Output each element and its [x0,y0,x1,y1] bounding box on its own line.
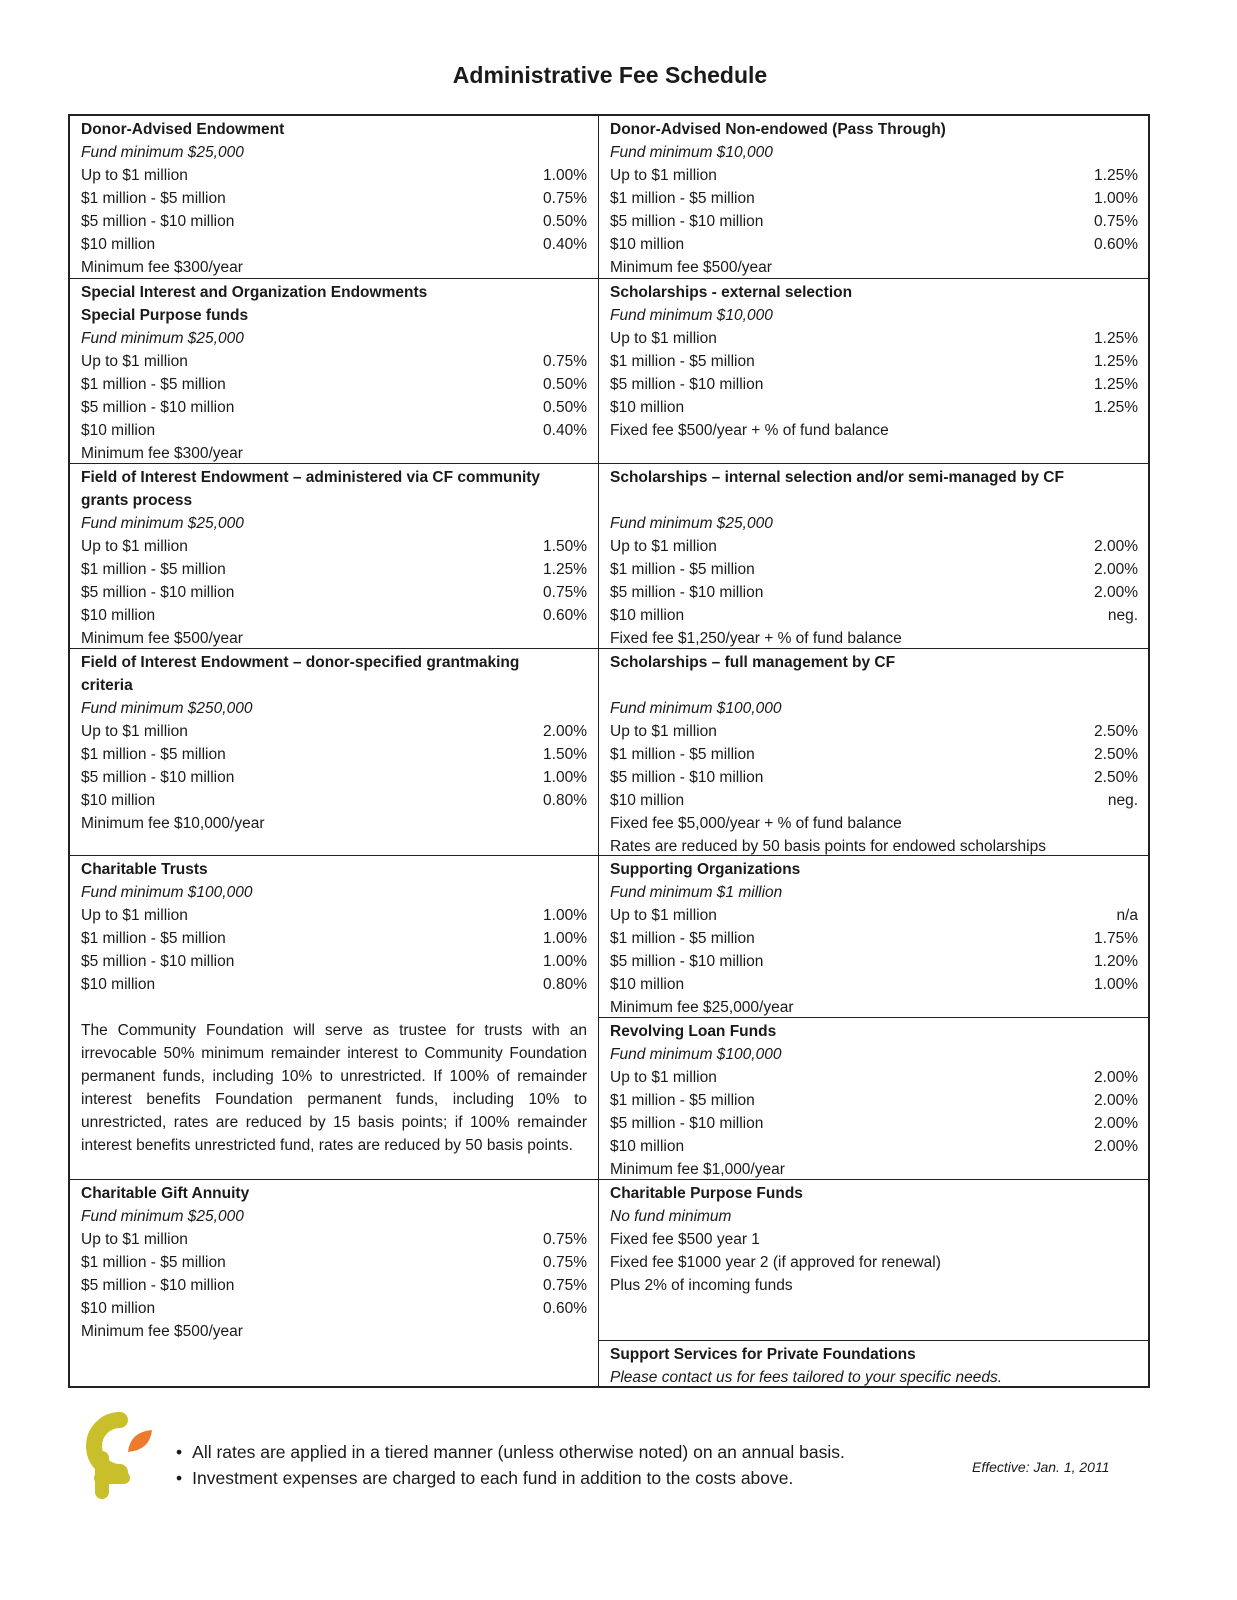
fee-section [70,1179,599,1388]
tier-range: $10 million [610,399,685,416]
tier-rate: 0.75% [543,584,587,601]
fund-minimum: Fund minimum $10,000 [610,144,773,161]
tier-rate: neg. [1107,607,1138,624]
section-note: Plus 2% of incoming funds [610,1277,793,1294]
tier-range: $10 million [81,792,156,809]
tier-rate: 2.00% [1094,584,1138,601]
tier-row [610,396,1138,419]
tier-range: $10 million [81,422,156,439]
tier-range: $1 million - $5 million [610,561,755,578]
tier-rate: neg. [1107,792,1138,809]
tier-row [610,927,1138,950]
tier-range: $5 million - $10 million [610,213,764,230]
tier-row [81,743,587,766]
tier-rate: 1.00% [543,769,587,786]
tier-rate: 2.00% [1094,1138,1138,1155]
section-title: Donor-Advised Endowment [81,121,285,138]
tier-rate: 0.75% [543,1254,587,1271]
tier-rate: 2.50% [1094,769,1138,786]
tier-range: $1 million - $5 million [81,561,226,578]
tier-row [610,904,1138,927]
tier-row [610,233,1138,256]
tier-rate: 0.50% [543,399,587,416]
footer-bullet: • All rates are applied in a tiered manner (unless otherwise noted) on an annual basis. [176,1439,845,1465]
tier-range: Up to $1 million [81,1231,188,1248]
tier-range: $10 million [81,236,156,253]
tier-range: $5 million - $10 million [81,399,235,416]
fee-section [599,648,1150,855]
tier-range: Up to $1 million [610,167,717,184]
tier-row [81,210,587,233]
tier-row [610,350,1138,373]
tier-row [81,581,587,604]
tier-range: Up to $1 million [610,1069,717,1086]
effective-date: Effective: Jan. 1, 2011 [972,1459,1110,1475]
section-title: criteria [81,677,133,694]
tier-rate: 2.00% [1094,1069,1138,1086]
tier-range: $1 million - $5 million [610,1092,755,1109]
section-title: Field of Interest Endowment – donor-specified grantmaking [81,654,520,671]
tier-range: Up to $1 million [610,538,717,555]
tier-rate: 0.80% [543,792,587,809]
fund-minimum: Fund minimum $250,000 [81,700,253,717]
tier-row [610,558,1138,581]
tier-row [81,1228,587,1251]
tier-row [610,187,1138,210]
tier-row [81,535,587,558]
tier-rate: 0.75% [543,1231,587,1248]
section-title: Special Purpose funds [81,307,249,324]
fee-table [68,114,1150,1388]
section-title [610,674,1138,697]
tier-row [610,373,1138,396]
tier-rate: 2.00% [1094,561,1138,578]
tier-range: $5 million - $10 million [610,584,764,601]
tier-row [81,233,587,256]
fund-minimum: Fund minimum $10,000 [610,307,773,324]
section-note: Rates are reduced by 50 basis points for endowed scholarships [610,838,1046,855]
tier-range: Up to $1 million [81,538,188,555]
tier-row [81,187,587,210]
tier-range: $10 million [81,607,156,624]
tier-row [610,1089,1138,1112]
tier-rate: 0.75% [543,353,587,370]
fund-minimum: Fund minimum $25,000 [81,330,244,347]
tier-rate: 0.60% [543,607,587,624]
tier-rate: 0.75% [543,190,587,207]
tier-rate: 1.00% [543,907,587,924]
tier-rate: 0.75% [1094,213,1138,230]
tier-range: $10 million [610,792,685,809]
tier-rate: 1.00% [543,930,587,947]
tier-rate: 1.00% [1094,190,1138,207]
tier-rate: 1.00% [543,167,587,184]
tier-range: Up to $1 million [610,330,717,347]
tier-range: $1 million - $5 million [610,746,755,763]
tier-rate: 0.80% [543,976,587,993]
tier-row [81,720,587,743]
tier-range: Up to $1 million [81,353,188,370]
tier-range: $1 million - $5 million [610,353,755,370]
tier-rate: n/a [1116,907,1138,924]
fund-minimum: Fund minimum $100,000 [610,700,782,717]
tier-row [610,535,1138,558]
tier-rate: 1.25% [543,561,587,578]
tier-rate: 2.00% [1094,538,1138,555]
section-note: Fixed fee $1000 year 2 (if approved for renewal) [610,1254,941,1271]
tier-range: $10 million [81,1300,156,1317]
tier-row [610,789,1138,812]
tier-range: Up to $1 million [81,167,188,184]
tier-range: $1 million - $5 million [610,190,755,207]
tier-row [610,743,1138,766]
section-note: Minimum fee $1,000/year [610,1161,785,1178]
fee-section [70,278,599,463]
tier-range: Up to $1 million [81,723,188,740]
section-title: grants process [81,492,193,509]
section-title: Scholarships - external selection [610,284,853,301]
section-title: Support Services for Private Foundations [610,1346,916,1363]
section-note: Minimum fee $300/year [81,259,243,276]
section-note: Minimum fee $25,000/year [610,999,794,1016]
tier-rate: 1.25% [1094,376,1138,393]
tier-rate: 1.00% [543,953,587,970]
tier-row [81,927,587,950]
tier-rate: 1.25% [1094,353,1138,370]
tier-range: $10 million [610,236,685,253]
tier-row [81,904,587,927]
tier-range: $1 million - $5 million [610,930,755,947]
fund-minimum: No fund minimum [610,1208,732,1225]
tier-row [81,396,587,419]
tier-rate: 0.50% [543,213,587,230]
tier-row [610,327,1138,350]
tier-row [81,419,587,442]
trust-terms-paragraph: The Community Foundation will serve as trustee for trusts with an irrevocable 50% minimum remainder interest to Community Foundation permanent funds, including 10% to unrestricted. If 100% of remainder interest benefits Foundation permanent funds, including 10% to unrestricted, rates are reduced by 15 basis points; if 100% remainder interest benefits unrestricted fund, rates are reduced by 50 basis points. [81,1022,587,1154]
tier-row [81,604,587,627]
tier-row [610,1135,1138,1158]
tier-rate: 0.60% [1094,236,1138,253]
tier-row [610,210,1138,233]
tier-rate: 0.75% [543,1277,587,1294]
tier-rate: 2.50% [1094,746,1138,763]
tier-row [610,1112,1138,1135]
tier-range: $1 million - $5 million [81,746,226,763]
fee-section [599,1017,1150,1179]
fund-minimum: Fund minimum $25,000 [81,1208,244,1225]
fee-section [70,116,599,278]
tier-row [81,1274,587,1297]
tier-row [81,973,587,996]
tier-range: $5 million - $10 million [81,953,235,970]
fund-minimum: Fund minimum $100,000 [610,1046,782,1063]
section-note: Fixed fee $500/year + % of fund balance [610,422,889,439]
tier-range: Up to $1 million [610,723,717,740]
tier-range: Up to $1 million [610,907,717,924]
tier-rate: 1.20% [1094,953,1138,970]
tier-rate: 2.00% [1094,1092,1138,1109]
fee-section [599,1179,1150,1340]
tier-rate: 1.00% [1094,976,1138,993]
tier-rate: 2.00% [1094,1115,1138,1132]
tier-range: $5 million - $10 million [81,584,235,601]
tier-row [610,950,1138,973]
fund-minimum: Fund minimum $100,000 [81,884,253,901]
tier-rate: 0.40% [543,422,587,439]
tier-row [81,164,587,187]
fee-section [70,855,599,1179]
tier-row [610,1066,1138,1089]
tier-range: $5 million - $10 million [81,769,235,786]
fund-minimum: Fund minimum $25,000 [81,515,244,532]
fund-minimum: Fund minimum $1 million [610,884,783,901]
section-title: Scholarships – full management by CF [610,654,896,671]
tier-row [610,720,1138,743]
fund-minimum: Fund minimum $25,000 [610,515,773,532]
section-title: Charitable Trusts [81,861,208,878]
tier-rate: 1.75% [1094,930,1138,947]
fee-section [70,463,599,648]
section-title: Revolving Loan Funds [610,1023,777,1040]
section-title: Charitable Gift Annuity [81,1185,250,1202]
section-title: Special Interest and Organization Endowments [81,284,428,301]
tier-range: $10 million [610,607,685,624]
tier-range: $5 million - $10 million [610,953,764,970]
tier-rate: 0.40% [543,236,587,253]
section-note: Minimum fee $500/year [81,1323,243,1340]
section-note: Minimum fee $10,000/year [81,815,265,832]
tier-range: $5 million - $10 million [610,376,764,393]
section-title: Supporting Organizations [610,861,801,878]
tier-range: $1 million - $5 million [81,376,226,393]
tier-range: $5 million - $10 million [610,1115,764,1132]
section-title: Donor-Advised Non-endowed (Pass Through) [610,121,946,138]
tier-row [81,789,587,812]
tier-row [81,1251,587,1274]
fee-section [599,1340,1150,1388]
fee-section [599,116,1150,278]
fee-section [70,648,599,855]
tier-row [610,973,1138,996]
tier-rate: 2.50% [1094,723,1138,740]
tier-rate: 1.25% [1094,330,1138,347]
fee-section [599,278,1150,463]
community-foundation-logo [80,1408,160,1500]
tier-rate: 1.50% [543,746,587,763]
tier-rate: 1.50% [543,538,587,555]
tier-range: $5 million - $10 million [81,1277,235,1294]
tier-range: $5 million - $10 million [81,213,235,230]
fund-minimum: Please contact us for fees tailored to your specific needs. [610,1369,1003,1386]
section-note: Minimum fee $300/year [81,445,243,462]
section-title: Charitable Purpose Funds [610,1185,803,1202]
tier-rate: 0.50% [543,376,587,393]
tier-range: $10 million [81,976,156,993]
tier-range: $5 million - $10 million [610,769,764,786]
tier-range: $1 million - $5 million [81,190,226,207]
fund-minimum: Fund minimum $25,000 [81,144,244,161]
section-note: Minimum fee $500/year [81,630,243,647]
tier-row [81,950,587,973]
tier-row [81,558,587,581]
tier-range: $10 million [610,976,685,993]
section-title: Field of Interest Endowment – administered via CF community [81,469,541,486]
tier-rate: 1.25% [1094,399,1138,416]
tier-row [81,373,587,396]
page-title: Administrative Fee Schedule [452,62,768,88]
tier-row [81,766,587,789]
section-note: Minimum fee $500/year [610,259,772,276]
footer-notes [176,1439,845,1491]
tier-rate: 1.25% [1094,167,1138,184]
section-note: Fixed fee $5,000/year + % of fund balance [610,815,902,832]
tier-row [610,164,1138,187]
tier-range: $10 million [610,1138,685,1155]
section-note: Fixed fee $500 year 1 [610,1231,760,1248]
footer-bullet: • Investment expenses are charged to each fund in addition to the costs above. [176,1465,845,1491]
tier-row [81,350,587,373]
section-note: Fixed fee $1,250/year + % of fund balance [610,630,902,647]
tier-row [610,766,1138,789]
tier-rate: 0.60% [543,1300,587,1317]
fee-section [599,463,1150,648]
section-title [610,489,1138,512]
tier-range: $1 million - $5 million [81,930,226,947]
tier-row [81,1297,587,1320]
tier-range: $1 million - $5 million [81,1254,226,1271]
tier-range: Up to $1 million [81,907,188,924]
fee-section [599,855,1150,1017]
tier-row [610,604,1138,627]
tier-row [610,581,1138,604]
section-title: Scholarships – internal selection and/or semi-managed by CF [610,469,1064,486]
tier-rate: 2.00% [543,723,587,740]
